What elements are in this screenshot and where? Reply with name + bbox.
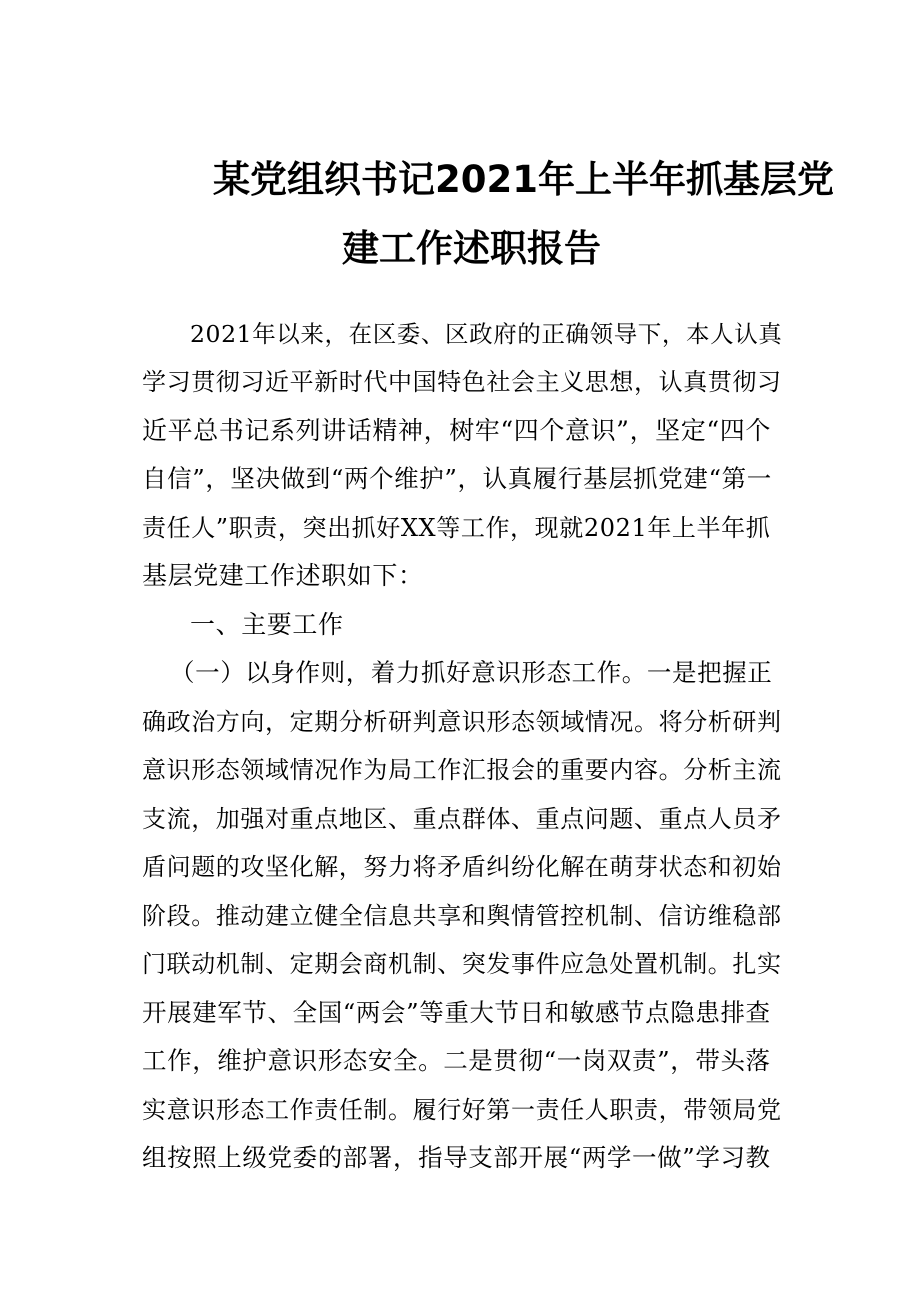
body-paragraph-line: 基层党建工作述职如下： xyxy=(142,561,424,590)
section-heading: 一、主要工作 xyxy=(190,610,344,639)
body-paragraph-line: 自信”，坚决做到“两个维护”，认真履行基层抓党建“第一 xyxy=(142,464,772,493)
body-paragraph-line: 阶段。推动建立健全信息共享和舆情管控机制、信访维稳部 xyxy=(142,902,782,930)
body-paragraph-line: 开展建军节、全国“两会”等重大节日和敏感节点隐患排查 xyxy=(142,998,771,1027)
body-paragraph-line: （一）以身作则，着力抓好意识形态工作。一是把握正 xyxy=(170,658,773,687)
body-paragraph-line: 确政治方向，定期分析研判意识形态领域情况。将分析研判 xyxy=(142,708,782,736)
body-paragraph-line: 门联动机制、定期会商机制、突发事件应急处置机制。扎实 xyxy=(142,950,782,978)
document-title-line-2: 建工作述职报告 xyxy=(342,227,601,270)
body-paragraph-line: 学习贯彻习近平新时代中国特色社会主义思想，认真贯彻习 xyxy=(142,368,782,396)
body-paragraph-line: 责任人”职责，突出抓好XX等工作，现就2021年上半年抓 xyxy=(142,514,771,542)
body-paragraph-line: 近平总书记系列讲话精神，树牢“四个意识”，坚定“四个 xyxy=(142,416,771,445)
body-paragraph-line: 盾问题的攻坚化解，努力将矛盾纠纷化解在萌芽状态和初始 xyxy=(142,853,782,881)
body-paragraph-line: 支流，加强对重点地区、重点群体、重点问题、重点人员矛 xyxy=(142,805,782,833)
body-paragraph-line: 组按照上级党委的部署，指导支部开展“两学一做”学习教 xyxy=(142,1143,771,1172)
body-paragraph-line: 意识形态领域情况作为局工作汇报会的重要内容。分析主流 xyxy=(142,756,782,784)
body-paragraph-line: 工作，维护意识形态安全。二是贯彻“一岗双责”，带头落 xyxy=(142,1046,771,1075)
body-paragraph-line: 2021年以来，在区委、区政府的正确领导下，本人认真 xyxy=(190,320,783,348)
body-paragraph-line: 实意识形态工作责任制。履行好第一责任人职责，带领局党 xyxy=(142,1096,782,1124)
document-title-line-1: 某党组织书记2021年上半年抓基层党 xyxy=(213,158,834,201)
